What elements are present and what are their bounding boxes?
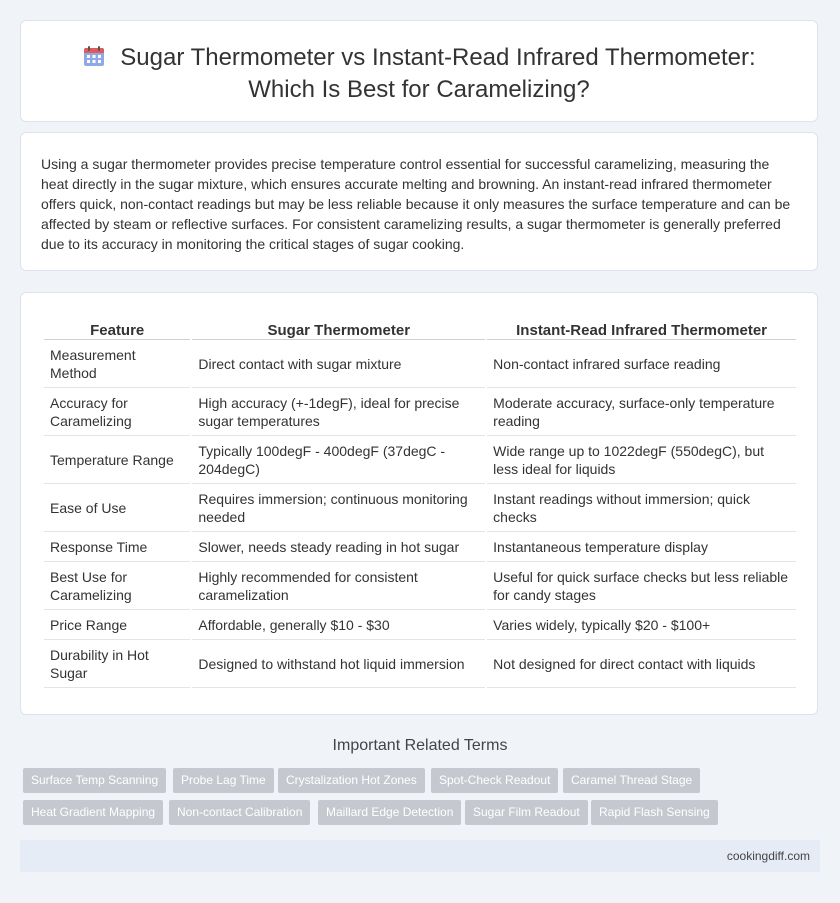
comparison-card (20, 292, 818, 715)
feature-cell: Price Range (44, 610, 190, 640)
term-tag[interactable]: Sugar Film Readout (465, 800, 588, 825)
table-row (44, 388, 796, 436)
header-sugar-thermometer: Sugar Thermometer (192, 315, 485, 340)
sugar-cell: Affordable, generally $10 - $30 (192, 610, 485, 640)
calendar-icon (82, 44, 106, 75)
infrared-cell: Useful for quick surface checks but less reliable for candy stages (487, 562, 796, 610)
related-terms-title: Important Related Terms (332, 737, 508, 754)
term-tag[interactable]: Probe Lag Time (173, 768, 274, 793)
table-header-row (44, 315, 796, 340)
infrared-cell: Non-contact infrared surface reading (487, 340, 796, 388)
feature-cell: Accuracy for Caramelizing (44, 388, 190, 436)
infrared-cell: Not designed for direct contact with liquids (487, 640, 796, 688)
feature-cell: Ease of Use (44, 484, 190, 532)
infrared-cell: Varies widely, typically $20 - $100+ (487, 610, 796, 640)
intro-card (20, 132, 818, 271)
sugar-cell: Designed to withstand hot liquid immersion (192, 640, 485, 688)
term-tag[interactable]: Caramel Thread Stage (563, 768, 700, 793)
sugar-cell: Typically 100degF - 400degF (37degC - 204degC) (192, 436, 485, 484)
term-tag[interactable]: Maillard Edge Detection (318, 800, 461, 825)
feature-cell: Measurement Method (44, 340, 190, 388)
table-row (44, 562, 796, 610)
table-row (44, 436, 796, 484)
intro-paragraph: Using a sugar thermometer provides precise temperature control essential for successful caramelizing, measuring the heat directly in the sugar mixture, which ensures accurate melting and browning. An instant-read infrared thermometer offers quick, non-contact readings but may be less reliable because it only measures the surface temperature and can be affected by steam or reflective surfaces. For consistent caramelizing results, a sugar thermometer is generally preferred due to its accuracy in monitoring the critical stages of sugar cooking. (41, 156, 791, 252)
sugar-cell: High accuracy (+-1degF), ideal for precise sugar temperatures (192, 388, 485, 436)
infrared-cell: Instantaneous temperature display (487, 532, 796, 562)
page-title-wrap (21, 43, 817, 104)
footer-site[interactable]: cookingdiff.com (726, 849, 810, 863)
sugar-cell: Requires immersion; continuous monitoring needed (192, 484, 485, 532)
term-tag[interactable]: Non-contact Calibration (169, 800, 310, 825)
sugar-cell: Slower, needs steady reading in hot sugar (192, 532, 485, 562)
feature-cell: Response Time (44, 532, 190, 562)
header-infrared-thermometer: Instant-Read Infrared Thermometer (487, 315, 796, 340)
term-tag[interactable]: Surface Temp Scanning (23, 768, 166, 793)
term-tag[interactable]: Heat Gradient Mapping (23, 800, 163, 825)
feature-cell: Durability in Hot Sugar (44, 640, 190, 688)
sugar-cell: Direct contact with sugar mixture (192, 340, 485, 388)
feature-cell: Best Use for Caramelizing (44, 562, 190, 610)
table-row (44, 340, 796, 388)
term-tag[interactable]: Crystalization Hot Zones (278, 768, 425, 793)
term-tag[interactable]: Spot-Check Readout (431, 768, 558, 793)
header-feature: Feature (44, 315, 190, 340)
table-row (44, 640, 796, 688)
footer (20, 840, 820, 872)
term-tag[interactable]: Rapid Flash Sensing (591, 800, 718, 825)
title-card (20, 20, 818, 122)
feature-cell: Temperature Range (44, 436, 190, 484)
table-row (44, 532, 796, 562)
infrared-cell: Moderate accuracy, surface-only temperature reading (487, 388, 796, 436)
table-row (44, 484, 796, 532)
table-row (44, 610, 796, 640)
comparison-table (42, 315, 798, 688)
infrared-cell: Wide range up to 1022degF (550degC), but less ideal for liquids (487, 436, 796, 484)
sugar-cell: Highly recommended for consistent caramelization (192, 562, 485, 610)
page-title: Sugar Thermometer vs Instant-Read Infrared Thermometer: Which Is Best for Caramelizing? (120, 44, 756, 103)
infrared-cell: Instant readings without immersion; quick checks (487, 484, 796, 532)
